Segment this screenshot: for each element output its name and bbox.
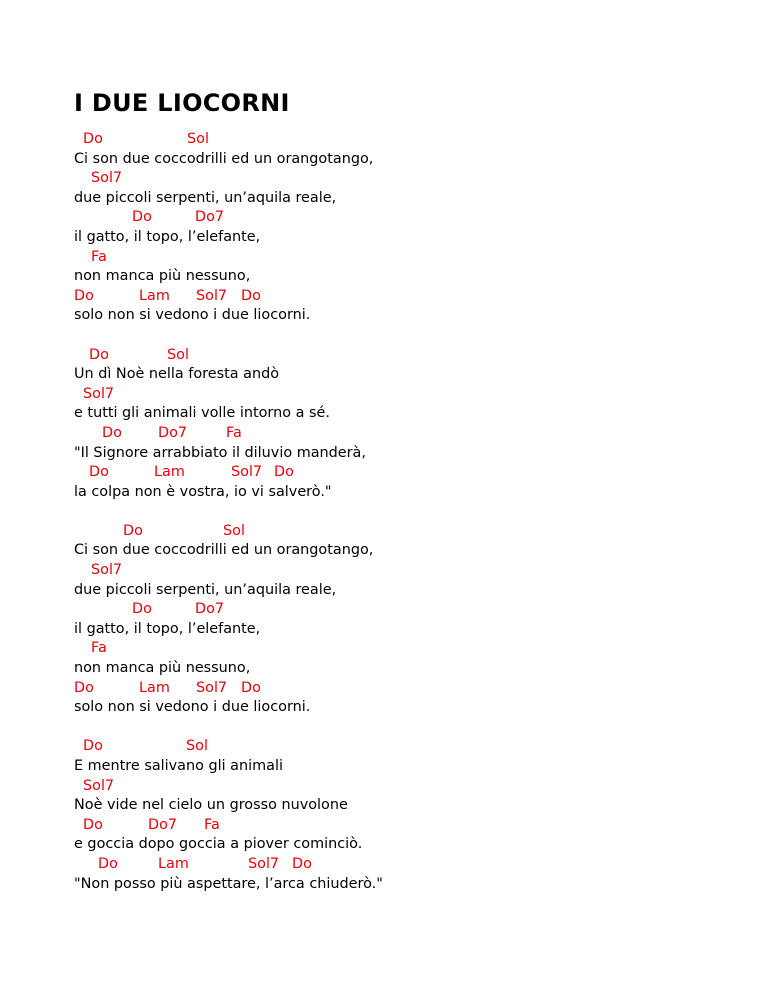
lyric-line: Noè vide nel cielo un grosso nuvolone	[74, 797, 348, 814]
song-title: I DUE LIOCORNI	[74, 89, 290, 117]
chord-line	[74, 816, 734, 836]
chord: Do	[132, 209, 152, 226]
lyric-line: e goccia dopo goccia a piover cominciò.	[74, 836, 363, 853]
stanza-3	[74, 522, 734, 718]
stanza-4	[74, 737, 734, 894]
lyric-line: e tutti gli animali volle intorno a sé.	[74, 405, 330, 422]
chord-line	[74, 600, 734, 620]
chord: Sol	[167, 346, 189, 363]
chord-line	[74, 463, 734, 483]
chord: Do	[89, 464, 109, 481]
lyric-line: Ci son due coccodrilli ed un orangotango,	[74, 150, 374, 167]
chord: Sol7	[231, 464, 263, 481]
lyric-line: "Non posso più aspettare, l’arca chiuderò."	[74, 875, 383, 892]
lyric-line: due piccoli serpenti, un’aquila reale,	[74, 581, 337, 598]
stanza-1	[74, 130, 734, 326]
chord: Do	[74, 679, 94, 696]
chord: Sol7	[196, 287, 228, 304]
chord: Lam	[139, 679, 170, 696]
lyric-line: la colpa non è vostra, io vi salverò."	[74, 483, 332, 500]
lyric-line: "Il Signore arrabbiato il diluvio manderà,	[74, 444, 366, 461]
chord: Fa	[91, 640, 107, 657]
chord: Do	[83, 738, 103, 755]
chord-line	[74, 522, 734, 542]
chord: Sol7	[196, 679, 228, 696]
chord: Do	[74, 287, 94, 304]
chord-line	[74, 424, 734, 444]
chord: Do	[83, 131, 103, 147]
chord: Do	[89, 346, 109, 363]
chord: Fa	[226, 424, 242, 441]
chord: Do7	[195, 209, 225, 226]
chord-line	[74, 855, 734, 875]
chord: Do	[274, 464, 294, 481]
chord-line	[74, 385, 734, 405]
song-sheet	[74, 88, 734, 914]
chord: Fa	[91, 248, 107, 265]
chord: Do	[292, 855, 312, 872]
chord: Sol7	[248, 855, 280, 872]
lyric-line: solo non si vedono i due liocorni.	[74, 307, 311, 324]
chord: Do	[123, 522, 143, 539]
lyric-line: il gatto, il topo, l’elefante,	[74, 228, 261, 245]
chord: Do7	[158, 424, 188, 441]
chord-line	[74, 208, 734, 228]
chord-line	[74, 169, 734, 189]
chord: Sol	[187, 131, 209, 147]
lyric-line: E mentre salivano gli animali	[74, 758, 283, 774]
chord-line	[74, 777, 734, 797]
chord: Lam	[139, 287, 170, 304]
chord: Sol7	[83, 385, 115, 402]
lyric-line: non manca più nessuno,	[74, 268, 251, 285]
chord: Do	[241, 679, 261, 696]
chord: Do7	[148, 816, 178, 833]
lyric-line: non manca più nessuno,	[74, 660, 251, 677]
chord: Fa	[204, 816, 220, 833]
chord: Do	[98, 855, 118, 872]
chord: Sol7	[91, 562, 123, 579]
chord-line	[74, 679, 734, 699]
chord: Do	[132, 601, 152, 618]
chord: Do	[83, 816, 103, 833]
chord-line	[74, 287, 734, 307]
chord-line	[74, 346, 734, 366]
chord: Sol	[186, 738, 208, 755]
chord: Lam	[158, 855, 189, 872]
chord: Do	[241, 287, 261, 304]
chord-line	[74, 561, 734, 581]
chord: Sol7	[83, 777, 115, 794]
lyric-line: il gatto, il topo, l’elefante,	[74, 620, 261, 637]
chord-line	[74, 639, 734, 659]
chord-line	[74, 248, 734, 268]
chord: Sol7	[91, 170, 123, 187]
lyric-line: Un dì Noè nella foresta andò	[74, 366, 280, 383]
chord: Do7	[195, 601, 225, 618]
lyric-line: solo non si vedono i due liocorni.	[74, 699, 311, 716]
chord-line	[74, 130, 734, 150]
chord: Sol	[223, 522, 245, 539]
chord: Lam	[154, 464, 185, 481]
lyric-line: Ci son due coccodrilli ed un orangotango,	[74, 542, 374, 559]
chord: Do	[102, 424, 122, 441]
lyric-line: due piccoli serpenti, un’aquila reale,	[74, 189, 337, 206]
stanza-2	[74, 346, 734, 503]
chord-line	[74, 737, 734, 757]
